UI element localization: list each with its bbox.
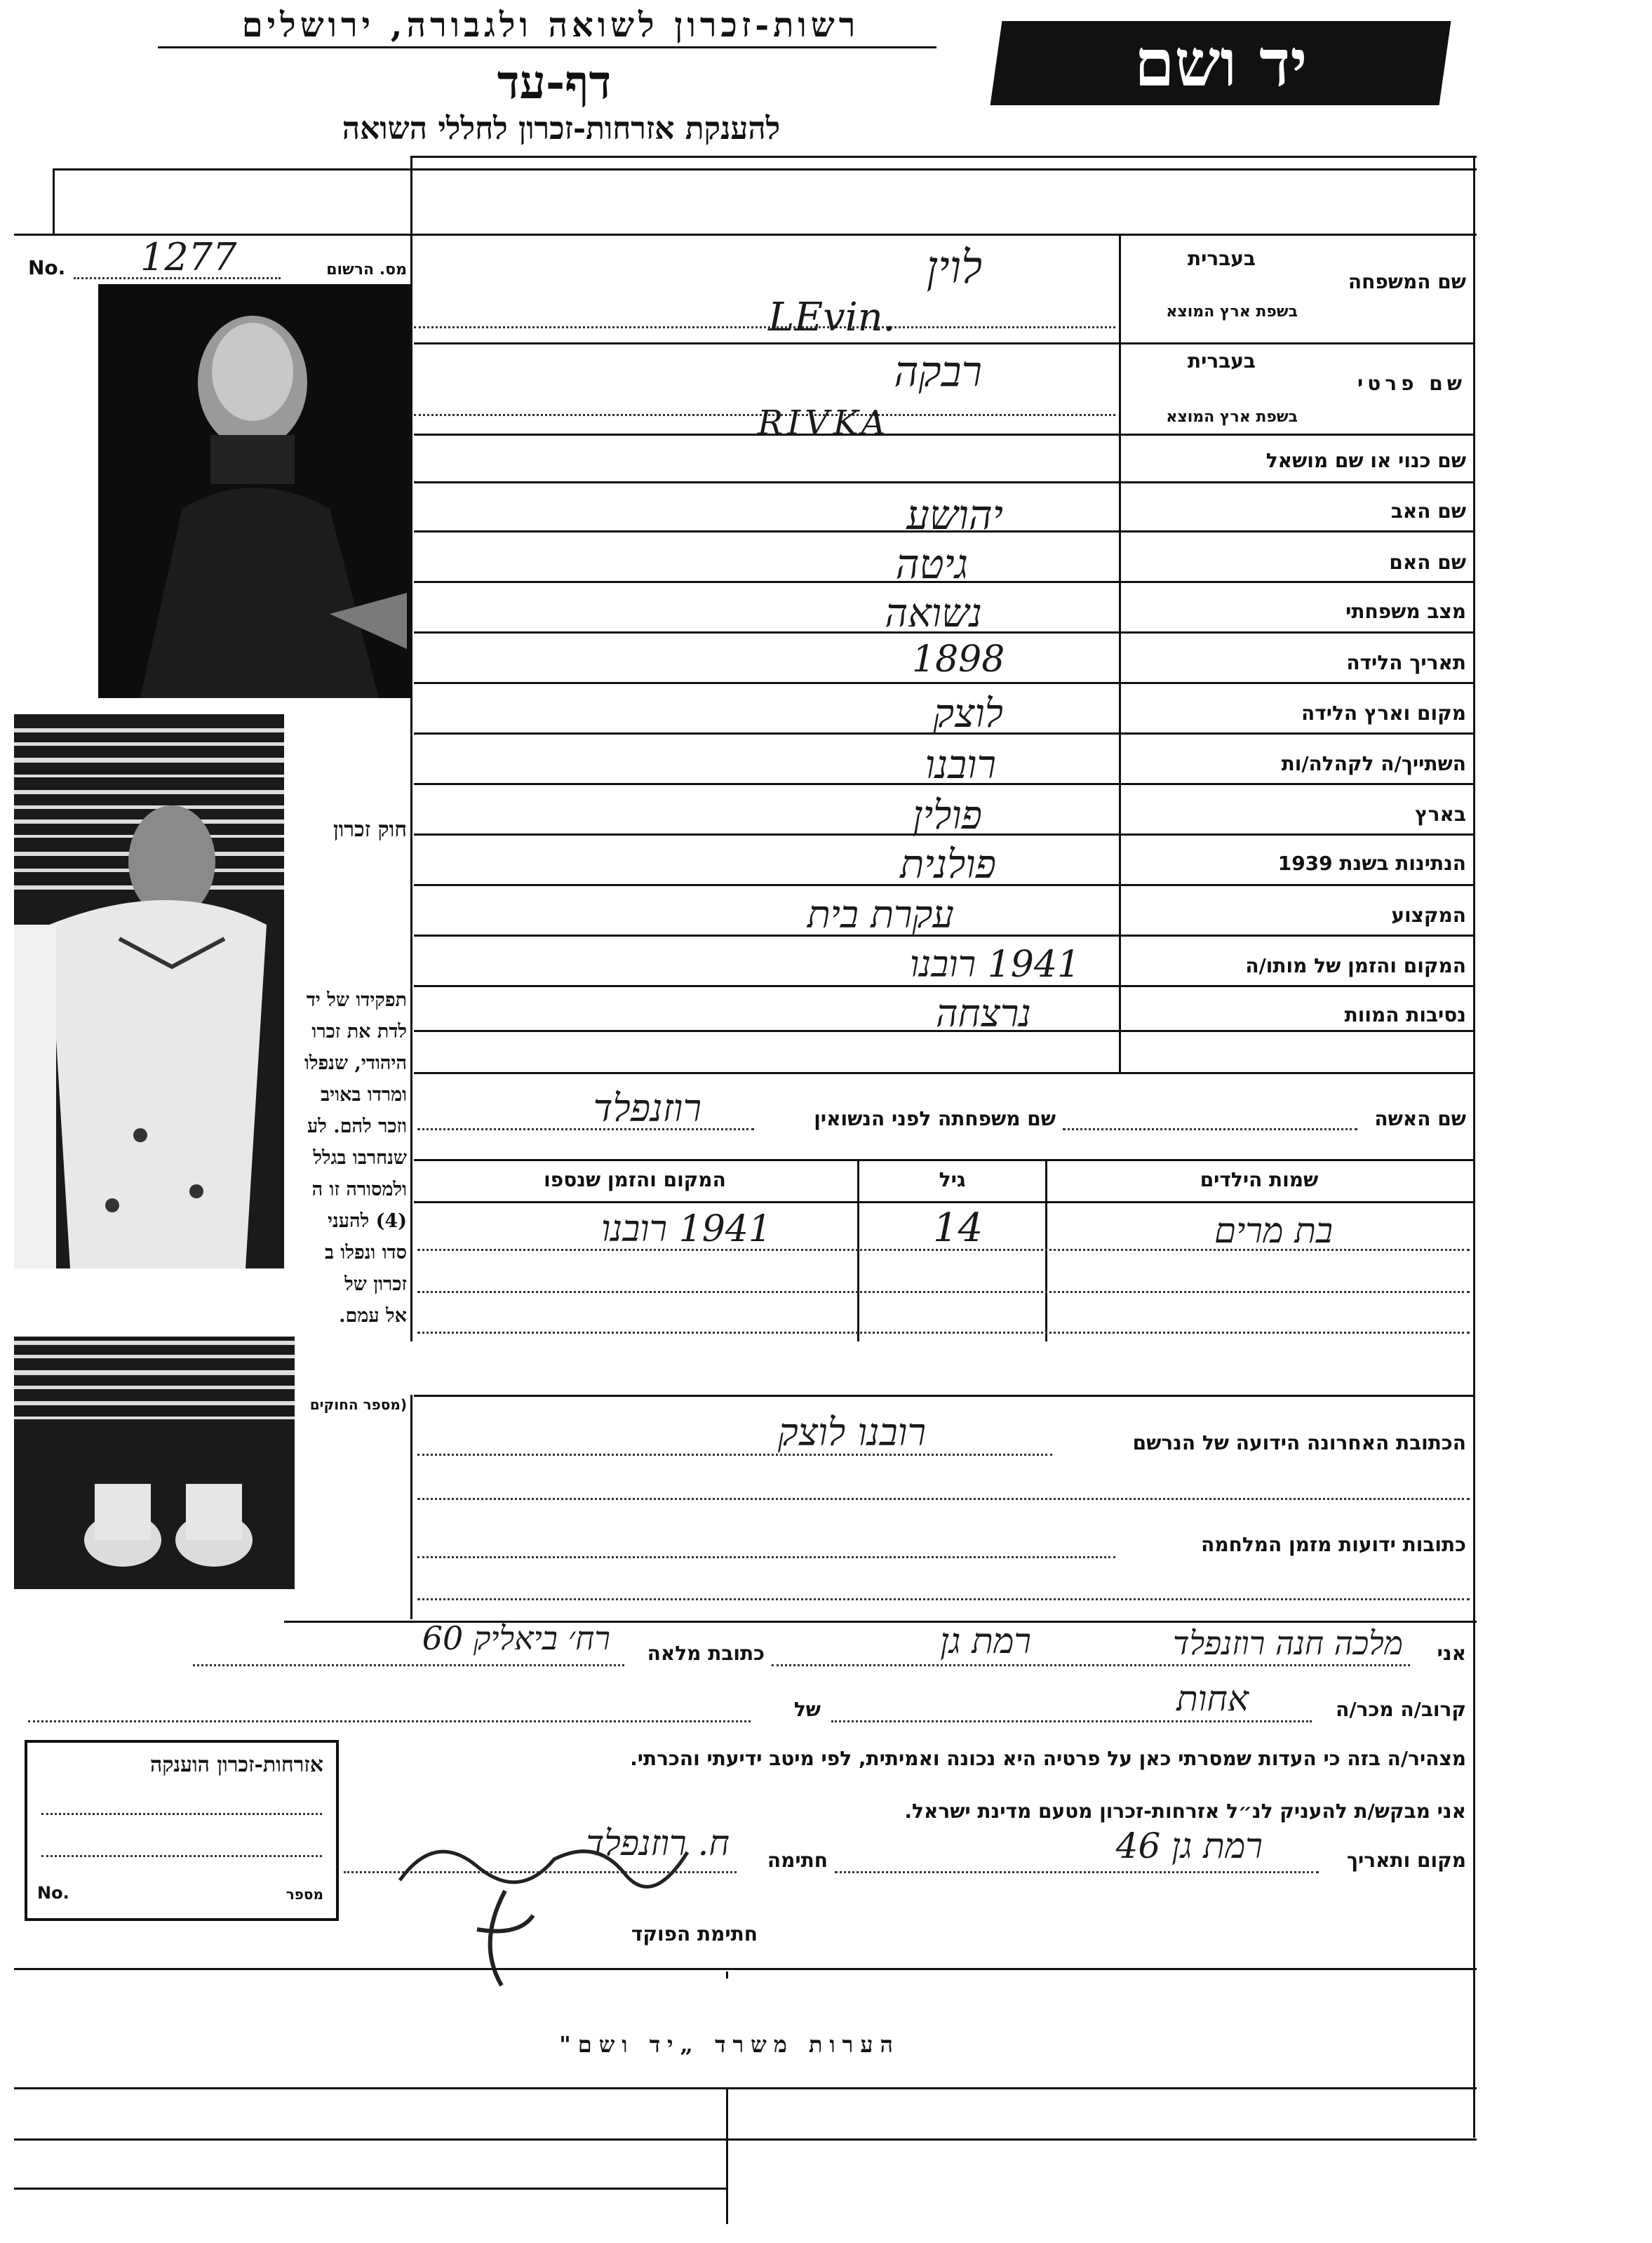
grid-label-divider bbox=[1119, 234, 1121, 1072]
father-label: שם האב bbox=[1390, 500, 1466, 523]
remarks-line-3 bbox=[14, 2188, 726, 2190]
wartime-address-line-2 bbox=[417, 1598, 1470, 1600]
relation-line bbox=[831, 1720, 1312, 1722]
registration-no-value: 1277 bbox=[140, 235, 237, 279]
citizenship-box-number-label: מספר bbox=[286, 1886, 323, 1903]
declarant-name-value: מלכה חנה רוזנפלד bbox=[1172, 1624, 1403, 1662]
spouse-maiden-label: שם משפחתה לפני הנשואין bbox=[814, 1107, 1056, 1130]
declarant-address-value: רח׳ ביאליק 60 bbox=[422, 1619, 610, 1657]
children-row-line bbox=[417, 1332, 1470, 1334]
grid-left-border bbox=[410, 156, 412, 1341]
birth-date-value: 1898 bbox=[912, 638, 1005, 681]
first-name-hebrew-value: רבקה bbox=[894, 347, 982, 396]
photo-woman-portrait bbox=[98, 284, 410, 698]
place-date-label: מקום ותאריך bbox=[1346, 1849, 1466, 1872]
country-value: פולין bbox=[913, 793, 982, 838]
community-label: השתייך/ה לקהלה/ות bbox=[1281, 752, 1466, 775]
declarant-address-line bbox=[193, 1664, 624, 1666]
spouse-label: שם האשה bbox=[1374, 1107, 1466, 1130]
portrait-figure bbox=[98, 284, 410, 698]
birth-date-label: תאריך הלידה bbox=[1346, 651, 1466, 674]
declaration-request: אני מבקש/ת להעניק לנ״ל אזרחות-זכרון מטעם מדינת ישראל. bbox=[904, 1800, 1466, 1823]
surname-lang-origin: בשפת ארץ המוצא bbox=[1166, 303, 1298, 321]
declarant-residing-value: רמת גן bbox=[940, 1621, 1031, 1661]
row-line bbox=[414, 342, 1473, 344]
birth-place-label: מקום וארץ הלידה bbox=[1301, 702, 1466, 725]
declarant-name-line bbox=[772, 1664, 1410, 1666]
profession-value: עקרת בית bbox=[807, 892, 954, 937]
row-line bbox=[414, 326, 1115, 328]
mother-label: שם האם bbox=[1389, 551, 1466, 574]
law-footer: (מספר החוקים bbox=[309, 1396, 407, 1413]
father-value: יהושע bbox=[906, 491, 1003, 539]
place-date-line bbox=[835, 1871, 1319, 1873]
photo-child-shoes bbox=[14, 1337, 295, 1589]
citizenship-value: פולנית bbox=[900, 842, 996, 888]
surname-label: שם המשפחה bbox=[1348, 270, 1466, 293]
remarks-label: הערות משרד „יד ושם" bbox=[559, 2031, 900, 2058]
law-title: חוק זכרון bbox=[333, 817, 407, 842]
citizenship-label: הנתינות בשנת 1939 bbox=[1277, 852, 1466, 875]
surname-origin-value: LEvin. bbox=[768, 295, 896, 340]
frame-top-2 bbox=[53, 168, 1477, 170]
frame-left-stub bbox=[53, 168, 55, 235]
nickname-label: שם כנוי או שם מושאל bbox=[1265, 449, 1466, 472]
child-place-time: 1941 רובנו bbox=[601, 1208, 772, 1250]
frame-top bbox=[410, 156, 1477, 158]
header-rule bbox=[158, 46, 936, 48]
children-header-names: שמות הילדים bbox=[1200, 1168, 1319, 1191]
children-row-line bbox=[417, 1291, 1470, 1293]
mother-value: גיטה bbox=[895, 540, 968, 588]
children-header-place: המקום והזמן שנספו bbox=[544, 1168, 726, 1191]
death-circumstances-value: נרצחה bbox=[936, 991, 1031, 1036]
last-address-value: רובנו לוצק bbox=[777, 1410, 926, 1454]
marital-value: נשואה bbox=[885, 591, 982, 636]
row-line bbox=[414, 434, 1473, 436]
surname-lang-hebrew: בעברית bbox=[1187, 247, 1256, 270]
photo-girl-dress bbox=[14, 714, 284, 1268]
declaration-statement: מצהיר/ה בזה כי העדות שמסרתי כאן על פרטיה היא נכונה ואמיתית, לפי מיטב ידיעתי והכרתי. bbox=[630, 1747, 1466, 1770]
children-row-line bbox=[417, 1249, 1470, 1251]
signature-label: חתימה bbox=[767, 1849, 828, 1872]
address-extra-line bbox=[417, 1498, 1470, 1500]
citizenship-box-line bbox=[41, 1855, 322, 1857]
spouse-maiden-value: רוזנפלד bbox=[593, 1086, 701, 1130]
address-left-border bbox=[410, 1395, 412, 1619]
row-line bbox=[414, 481, 1473, 483]
officer-signature-scribble bbox=[463, 1887, 540, 1993]
officer-signature-label: חתימת הפוקד bbox=[631, 1922, 758, 1946]
children-top-line bbox=[414, 1159, 1473, 1161]
relation-of-label: של bbox=[793, 1698, 821, 1721]
declarant-address-label: כתובת מלאה bbox=[647, 1642, 765, 1665]
first-name-label: שם פרטי bbox=[1357, 372, 1466, 395]
child-age: 14 bbox=[933, 1205, 983, 1251]
children-header-line bbox=[414, 1201, 1473, 1203]
form-subtitle: להענקת אזרחות-זכרון לחללי השואה bbox=[342, 111, 781, 147]
signature-scribble bbox=[393, 1824, 694, 1908]
profession-label: המקצוע bbox=[1391, 904, 1466, 927]
registration-no-label: No. bbox=[28, 256, 66, 279]
citizenship-box-line bbox=[41, 1813, 322, 1815]
birth-place-value: לוצק bbox=[933, 691, 1003, 737]
citizenship-box-no-label: No. bbox=[37, 1883, 69, 1903]
wartime-address-label: כתובות ידועות מזמן המלחמה bbox=[1201, 1533, 1466, 1556]
children-header-age: גיל bbox=[939, 1168, 966, 1191]
remarks-line-2 bbox=[14, 2138, 1477, 2141]
registration-no-heb-label: מס. הרשום bbox=[326, 261, 407, 279]
bottom-frame-line bbox=[14, 1968, 1477, 1970]
relation-label: קרוב/ה מכר/ה bbox=[1336, 1698, 1466, 1721]
bottom-divider bbox=[726, 1971, 728, 1978]
place-date-value: רמת גן 46 bbox=[1115, 1826, 1263, 1866]
country-label: בארץ bbox=[1415, 803, 1466, 826]
first-name-lang-origin: בשפת ארץ המוצא bbox=[1166, 408, 1298, 426]
citizenship-awarded-box bbox=[25, 1740, 339, 1921]
child-name: בת מרים bbox=[1214, 1210, 1333, 1251]
remarks-divider bbox=[726, 2087, 728, 2224]
signature-value: ח. רוזנפלד bbox=[586, 1823, 730, 1863]
citizenship-box-title: אזרחות-זכרון הוענקה bbox=[149, 1753, 323, 1777]
girl-figure bbox=[14, 714, 284, 1268]
death-circumstances-label: נסיבות המוות bbox=[1344, 1003, 1466, 1026]
address-top-line bbox=[414, 1395, 1473, 1397]
death-place-label: המקום והזמן של מותו/ה bbox=[1245, 954, 1466, 977]
relation-of-line bbox=[28, 1720, 751, 1722]
spouse-line bbox=[1063, 1128, 1357, 1130]
law-body: תפקידו של יד לדת את זכרו היהודי, שנפלו ומרדו באויב וזכר להם. לע שנחרבו בגלל ולמסורה זו ה (4) להעני סדו ונפלו ב זכרון של אל עמם. bbox=[304, 989, 407, 1327]
surname-hebrew-value: לוין bbox=[926, 242, 982, 294]
first-name-origin-value: RIVKA bbox=[758, 403, 890, 443]
death-place-value: 1941 רובנו bbox=[910, 944, 1080, 986]
first-name-lang-hebrew: בעברית bbox=[1187, 349, 1256, 373]
yad-vashem-logo: יד ושם bbox=[990, 21, 1451, 105]
shoes-figure bbox=[14, 1337, 295, 1589]
last-address-label: הכתובת האחרונה הידועה של הנרשם bbox=[1132, 1431, 1466, 1454]
row-line bbox=[414, 682, 1473, 684]
community-value: רובנו bbox=[925, 742, 996, 788]
wartime-address-line bbox=[417, 1556, 1115, 1558]
frame-right bbox=[1473, 156, 1475, 2138]
form-title: דף-עד bbox=[497, 55, 612, 109]
marital-label: מצב משפחתי bbox=[1345, 600, 1466, 623]
row-line bbox=[414, 1072, 1473, 1074]
declarant-i-label: אני bbox=[1437, 1642, 1466, 1665]
relation-value: אחות bbox=[1176, 1678, 1249, 1719]
institution-name: רשות-זכרון לשואה ולגבורה, ירושלים bbox=[241, 6, 860, 45]
remarks-line bbox=[14, 2087, 1477, 2089]
